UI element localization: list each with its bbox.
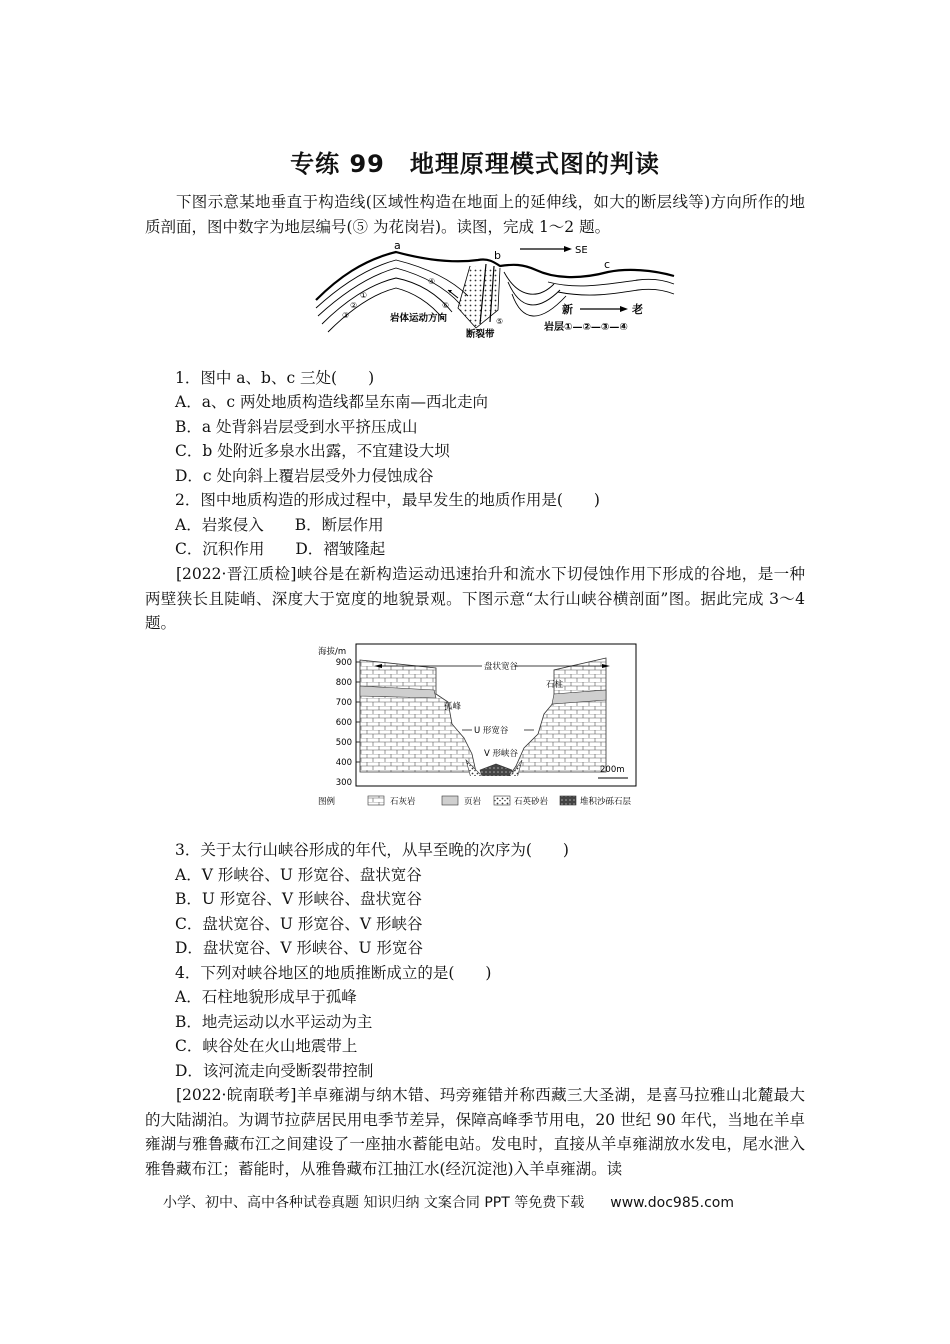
question-4-option-a: A．石柱地貌形成早于孤峰 (175, 988, 357, 1006)
legend-quartz-sandstone: 石英砂岩 (514, 797, 549, 807)
geologic-section-figure (308, 238, 680, 340)
question-1-option-a: A．a、c 两处地质构造线都呈东南—西北走向 (175, 393, 489, 411)
y-tick-900: 900 (335, 658, 352, 668)
legend-shale: 页岩 (464, 797, 482, 807)
stratum-6-marker: ⑥ (442, 301, 450, 310)
isolated-peak-label: 孤峰 (444, 702, 462, 712)
intro-3-paragraph: [2022·皖南联考]羊卓雍湖与纳木错、玛旁雍错并称西藏三大圣湖，是喜马拉雅山北麓最大的大陆湖泊。为调节拉萨居民用电季节差异，保障高峰季节用电，20 世纪 90 年代，当地在羊卓雍湖与雅鲁藏布江之间建设了一座抽水蓄能电站。发电时，直接从羊卓雍湖放水发电，尾水泄入雅鲁藏布江；蓄能时，从雅鲁藏布江抽江水(经沉淀池)入羊卓雍湖。读 (145, 1086, 805, 1178)
y-tick-400: 400 (335, 758, 352, 768)
stratum-1-marker: ① (360, 291, 368, 300)
question-1-option-d: D．c 处向斜上覆岩层受外力侵蚀成谷 (175, 467, 434, 485)
question-1-option-b: B．a 处背斜岩层受到水平挤压成山 (175, 418, 418, 436)
stratum-3-marker: ③ (342, 311, 350, 320)
rock-motion-label: 岩体运动方向 (390, 313, 448, 324)
scale-label: 200m (600, 765, 625, 775)
footer (163, 1192, 734, 1212)
y-tick-600: 600 (335, 718, 352, 728)
intro-2-paragraph: [2022·晋江质检]峡谷是在新构造运动迅速抬升和流水下切侵蚀作用下形成的谷地，是一种两壁狭长且陡峭、深度大于宽度的地貌景观。下图示意“太行山峡谷横剖面”图。据此完成 3～4 题。 (145, 565, 805, 632)
legend-old: 老 (632, 303, 643, 316)
question-3-option-b: B．U 形宽谷、V 形峡谷、盘状宽谷 (175, 890, 423, 908)
legend-title: 图例 (318, 797, 336, 807)
question-3-option-c: C．盘状宽谷、U 形宽谷、V 形峡谷 (175, 915, 423, 933)
footer-text: 小学、初中、高中各种试卷真题 知识归纳 文案合同 PPT 等免费下载 (163, 1195, 585, 1211)
question-2-options-row-1: A．岩浆侵入 B．断层作用 (175, 516, 384, 534)
y-tick-800: 800 (335, 678, 352, 688)
u-valley-label: U 形宽谷 (474, 726, 509, 736)
question-4-option-c: C．峡谷处在火山地震带上 (175, 1037, 358, 1055)
stratum-5-marker: ⑤ (496, 317, 504, 326)
label-a: a (394, 239, 401, 252)
y-axis-title: 海拔/m (318, 647, 347, 657)
question-2-options-row-2: C．沉积作用 D．褶皱隆起 (175, 540, 386, 558)
se-label: SE (575, 245, 588, 256)
question-1-stem: 1．图中 a、b、c 三处( ) (175, 369, 375, 387)
legend-new: 新 (562, 303, 573, 316)
stratum-2-marker: ② (350, 301, 358, 310)
question-3-option-a: A．V 形峡谷、U 形宽谷、盘状宽谷 (175, 866, 422, 884)
page-title: 专练 99 地理原理模式图的判读 (290, 150, 660, 178)
canyon-profile-figure (316, 642, 638, 812)
question-1-option-c: C．b 处附近多泉水出露，不宜建设大坝 (175, 442, 450, 460)
y-tick-700: 700 (335, 698, 352, 708)
question-4-stem: 4．下列对峡谷地区的地质推断成立的是( ) (175, 964, 492, 982)
footer-url-link[interactable]: www.doc985.com (610, 1195, 734, 1211)
intro-paragraph: 下图示意某地垂直于构造线(区域性构造在地面上的延伸线，如大的断层线等)方向所作的地质剖面，图中数字为地层编号(⑤ 为花岗岩)。读图，完成 1～2 题。 (145, 193, 805, 236)
question-3-option-d: D．盘状宽谷、V 形峡谷、U 形宽谷 (175, 939, 424, 957)
stone-pillar-label: 石柱 (546, 680, 564, 690)
stratum-4-marker: ④ (428, 277, 436, 286)
label-b: b (494, 249, 501, 262)
legend-limestone: 石灰岩 (390, 797, 416, 807)
legend-gravel: 堆积沙砾石层 (580, 797, 632, 807)
fault-zone-label: 断裂带 (466, 329, 495, 340)
v-gorge-label: V 形峡谷 (484, 749, 519, 759)
question-4-option-d: D．该河流走向受断裂带控制 (175, 1062, 374, 1080)
y-tick-300: 300 (335, 778, 352, 788)
legend-strata: 岩层①—②—③—④ (544, 322, 628, 333)
question-2-stem: 2．图中地质构造的形成过程中，最早发生的地质作用是( ) (175, 491, 600, 509)
question-3-stem: 3．关于太行山峡谷形成的年代，从早至晚的次序为( ) (175, 841, 569, 859)
pan-valley-label: 盘状宽谷 (484, 662, 519, 672)
question-4-option-b: B．地壳运动以水平运动为主 (175, 1013, 373, 1031)
label-c: c (604, 258, 611, 271)
y-tick-500: 500 (335, 738, 352, 748)
